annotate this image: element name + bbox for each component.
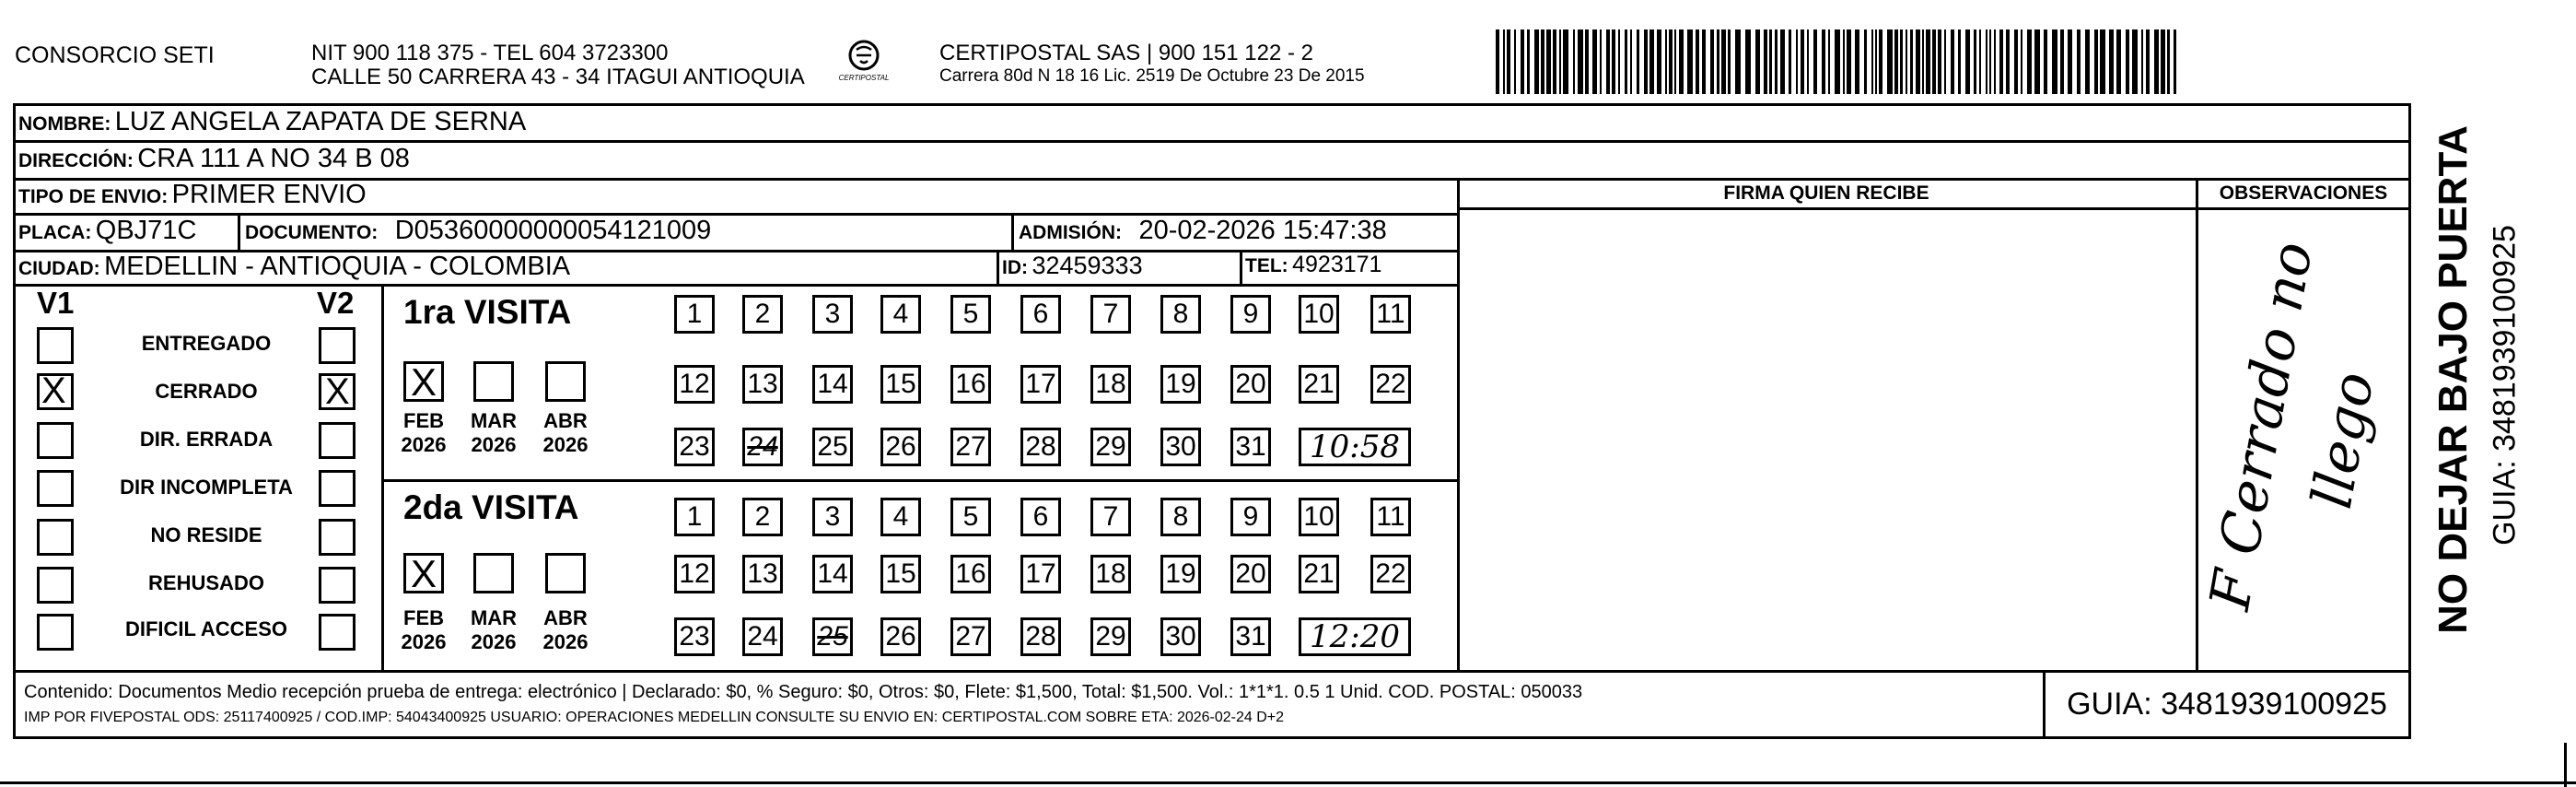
barcode-bar (1514, 29, 1516, 94)
barcode-bar (1573, 29, 1575, 94)
barcode-bar (1780, 29, 1785, 94)
barcode-bar (2161, 29, 2165, 94)
day-box[interactable]: 1 (674, 295, 715, 334)
barcode-bar (1507, 29, 1510, 94)
barcode-bar (1887, 29, 1893, 94)
barcode-bar (1674, 29, 1676, 94)
placa-label: PLACA: (18, 222, 92, 243)
nombre-value: LUZ ANGELA ZAPATA DE SERNA (114, 107, 527, 136)
v2-checkbox[interactable] (319, 470, 356, 507)
barcode-bar (1534, 29, 1539, 94)
barcode-bar (1813, 29, 1817, 94)
address-line: CALLE 50 CARRERA 43 - 34 ITAGUI ANTIOQUIA (311, 65, 805, 89)
barcode-bar (1916, 29, 1920, 94)
v2-label: V2 (317, 286, 355, 320)
footer-guia: GUIA: 3481939100925 (2067, 687, 2387, 722)
barcode-bar (1989, 29, 1991, 94)
day-box[interactable]: 2 (742, 295, 783, 334)
barcode-bar (2021, 29, 2022, 94)
footer-line-1: Contenido: Documentos Medio recepción prueba de entrega: electrónico | Declarado: $0, % Seguro: $0, Otros: $0, Flete: $1,500, Total: $1,500. Vol.: 1*1*1. 0.5 1 Unid. COD. POSTAL: 050033 (24, 682, 1583, 702)
barcode-bar (1910, 29, 1913, 94)
side-warning: NO DEJAR BAJO PUERTA (2430, 125, 2476, 634)
month-label: ABR (543, 606, 588, 629)
barcode-bar (1578, 29, 1583, 94)
documento-label: DOCUMENTO: (245, 222, 379, 243)
barcode-bar (2034, 29, 2040, 94)
barcode-bar (2027, 29, 2032, 94)
barcode-bar (1546, 29, 1551, 94)
nombre-label: NOMBRE: (18, 113, 111, 135)
barcode-bar (2132, 29, 2138, 94)
first-visit-title: 1ra VISITA (403, 293, 572, 331)
year-label: 2026 (471, 433, 517, 456)
year-label: 2026 (542, 433, 589, 456)
day-box[interactable]: 24 (742, 428, 783, 466)
day-box[interactable]: 18 (1090, 555, 1131, 593)
day-box[interactable]: 22 (1370, 555, 1411, 593)
barcode-bar (1657, 29, 1661, 94)
status-label: REHUSADO (148, 571, 264, 594)
day-box[interactable]: 21 (1299, 365, 1339, 404)
barcode-bar (1894, 29, 1898, 94)
day-box[interactable]: 7 (1090, 498, 1131, 536)
day-box[interactable]: 10 (1299, 498, 1339, 536)
barcode-bar (1922, 29, 1924, 94)
barcode-bar (1600, 29, 1602, 94)
tel-label: TEL: (1245, 255, 1288, 276)
day-box[interactable]: 21 (1299, 555, 1339, 593)
time-box: 12:20 (1299, 617, 1411, 656)
placa-value: QBJ71C (95, 216, 197, 245)
month-checkbox[interactable] (545, 361, 586, 402)
barcode-bar (2167, 29, 2170, 94)
day-box[interactable]: 28 (1020, 617, 1061, 656)
barcode-bar (2109, 29, 2114, 94)
barcode-bar (1618, 29, 1620, 94)
month-checkbox[interactable] (473, 553, 514, 593)
barcode-bar (1822, 29, 1825, 94)
month-checkmark: X (411, 360, 437, 404)
barcode-bar (1606, 29, 1610, 94)
barcode-bar (1769, 29, 1772, 94)
v2-checkbox[interactable] (319, 373, 356, 410)
day-box[interactable]: 29 (1090, 428, 1131, 466)
year-label: 2026 (401, 433, 447, 456)
day-box[interactable]: 26 (880, 428, 921, 466)
day-box[interactable]: 3 (812, 295, 853, 334)
documento-value: D05360000000054121009 (394, 216, 712, 245)
direccion-label: DIRECCIÓN: (18, 150, 134, 171)
v2-checkbox[interactable] (319, 614, 356, 651)
id-label: ID: (1002, 257, 1028, 278)
ciudad-label: CIUDAD: (18, 258, 100, 279)
day-box[interactable]: 30 (1160, 428, 1201, 466)
day-box[interactable]: 6 (1020, 498, 1061, 536)
nombre-row (18, 107, 526, 137)
barcode-bar (2077, 29, 2081, 94)
barcode-bar (1900, 29, 1903, 94)
day-box[interactable]: 17 (1020, 365, 1061, 404)
barcode-bar (1807, 29, 1809, 94)
status-label: DIR INCOMPLETA (120, 476, 293, 499)
barcode-bar (2014, 29, 2018, 94)
status-label: CERRADO (155, 380, 258, 403)
barcode-bar (1702, 29, 1706, 94)
tipo-value: PRIMER ENVIO (171, 180, 367, 209)
barcode-bar (1938, 29, 1941, 94)
barcode-bar (1796, 29, 1798, 94)
barcode-bar (1994, 29, 1996, 94)
barcode-bar (1926, 29, 1930, 94)
id-cell (1002, 252, 1143, 280)
barcode-bar (1828, 29, 1830, 94)
ciudad-cell (18, 252, 570, 282)
barcode-bar (2100, 29, 2105, 94)
day-box[interactable]: 5 (950, 295, 991, 334)
barcode-bar (1553, 29, 1556, 94)
tipo-label: TIPO DE ENVIO: (18, 186, 169, 207)
barcode-bar (2126, 29, 2129, 94)
month-label: ABR (543, 409, 588, 432)
barcode-bar (1710, 29, 1714, 94)
barcode-bar (1625, 29, 1627, 94)
logo-text: CERTIPOSTAL (838, 74, 890, 82)
month-checkbox[interactable] (473, 361, 514, 402)
day-box[interactable]: 28 (1020, 428, 1061, 466)
barcode-bar (1669, 29, 1673, 94)
day-box[interactable]: 20 (1230, 555, 1271, 593)
tel-cell (1245, 252, 1381, 278)
day-box[interactable]: 14 (812, 365, 853, 404)
admision-label: ADMISIÓN: (1019, 222, 1122, 243)
barcode-bar (1965, 29, 1970, 94)
v1-checkbox[interactable] (37, 519, 74, 556)
barcode-bar (1521, 29, 1524, 94)
barcode-bar (1864, 29, 1867, 94)
direccion-value: CRA 111 A NO 34 B 08 (137, 144, 410, 173)
day-box[interactable]: 20 (1230, 365, 1271, 404)
admision-value: 20-02-2026 15:47:38 (1138, 216, 1387, 245)
status-label: ENTREGADO (141, 332, 272, 355)
company-name: CONSORCIO SETI (15, 42, 215, 68)
day-box[interactable]: 6 (1020, 295, 1061, 334)
documento-cell (245, 216, 711, 246)
barcode-bar (2052, 29, 2057, 94)
day-box[interactable]: 12 (674, 555, 715, 593)
nit-line: NIT 900 118 375 - TEL 604 3723300 (311, 41, 669, 65)
day-box[interactable]: 16 (950, 365, 991, 404)
day-box[interactable]: 8 (1160, 295, 1201, 334)
barcode-bar (1789, 29, 1791, 94)
barcode-bar (2044, 29, 2047, 94)
admision-cell (1019, 216, 1387, 246)
month-checkbox[interactable] (403, 553, 444, 593)
day-box[interactable]: 26 (880, 617, 921, 656)
carrier-line: CERTIPOSTAL SAS | 900 151 122 - 2 (939, 41, 1313, 65)
barcode-bar (1585, 29, 1589, 94)
day-box[interactable]: 29 (1090, 617, 1131, 656)
barcode-bar (2141, 29, 2143, 94)
day-box[interactable]: 15 (880, 365, 921, 404)
barcode-bar (1932, 29, 1936, 94)
barcode-bar (1679, 29, 1684, 94)
v1-checkbox[interactable] (37, 327, 74, 364)
day-box[interactable]: 4 (880, 295, 921, 334)
firma-header: FIRMA QUIEN RECIBE (1723, 182, 1929, 204)
v2-checkmark: X (325, 371, 350, 412)
day-box[interactable]: 1 (674, 498, 715, 536)
v2-checkbox[interactable] (319, 519, 356, 556)
day-box[interactable]: 31 (1230, 428, 1271, 466)
barcode-bar (1843, 29, 1845, 94)
v1-checkbox[interactable] (37, 370, 74, 411)
v2-checkbox[interactable] (319, 567, 356, 604)
day-box[interactable]: 18 (1090, 365, 1131, 404)
license-line: Carrera 80d N 18 16 Lic. 2519 De Octubre 23 De 2015 (939, 66, 1365, 86)
month-label: FEB (403, 606, 444, 629)
day-box[interactable]: 4 (880, 498, 921, 536)
v1-checkbox[interactable] (37, 470, 74, 507)
second-visit-title: 2da VISITA (403, 488, 579, 526)
v1-checkbox[interactable] (37, 422, 74, 459)
month-checkbox[interactable] (545, 553, 586, 593)
day-box[interactable]: 7 (1090, 295, 1131, 334)
observation-note-text: F Cerrado no llego (2197, 237, 2387, 616)
placa-cell (18, 216, 196, 246)
month-checkbox[interactable] (403, 361, 444, 402)
v1-checkbox[interactable] (37, 614, 74, 651)
barcode-bar (2085, 29, 2090, 94)
barcode-bar (1879, 29, 1882, 94)
barcode-bar (2094, 29, 2098, 94)
day-box[interactable]: 9 (1230, 295, 1271, 334)
barcode-bar (1696, 29, 1699, 94)
barcode-bar (1735, 29, 1741, 94)
v1-checkmark: X (41, 370, 66, 411)
barcode (1496, 29, 2179, 96)
barcode-bar (1721, 29, 1726, 94)
certipostal-logo-icon (834, 37, 893, 92)
day-box[interactable]: 15 (880, 555, 921, 593)
barcode-bar (1951, 29, 1954, 94)
barcode-bar (1559, 29, 1561, 94)
barcode-bar (1755, 29, 1760, 94)
status-label: NO RESIDE (150, 523, 262, 546)
day-box[interactable]: 13 (742, 555, 783, 593)
month-checkmark: X (411, 552, 437, 595)
barcode-bar (1612, 29, 1615, 94)
v1-checkbox[interactable] (37, 567, 74, 604)
side-guia: GUIA: 3481939100925 (2487, 225, 2523, 546)
day-box[interactable]: 2 (742, 498, 783, 536)
day-box[interactable]: 19 (1160, 365, 1201, 404)
day-box[interactable]: 10 (1299, 295, 1339, 334)
v2-checkbox[interactable] (319, 422, 356, 459)
v1-label: V1 (37, 286, 75, 320)
barcode-bar (1999, 29, 2003, 94)
day-box[interactable]: 17 (1020, 555, 1061, 593)
day-box[interactable]: 31 (1230, 617, 1271, 656)
id-value: 32459333 (1032, 252, 1143, 279)
barcode-bar (1541, 29, 1544, 94)
ciudad-value: MEDELLIN - ANTIOQUIA - COLOMBIA (104, 252, 571, 281)
day-box[interactable]: 25 (812, 617, 853, 656)
barcode-bar (2068, 29, 2072, 94)
barcode-bar (1986, 29, 1987, 94)
status-label: DIR. ERRADA (139, 428, 274, 451)
tipo-row (18, 180, 367, 210)
barcode-bar (1717, 29, 1719, 94)
barcode-bar (1847, 29, 1851, 94)
barcode-bar (1527, 29, 1530, 94)
day-box[interactable]: 11 (1370, 295, 1411, 334)
day-box[interactable]: 5 (950, 498, 991, 536)
year-label: 2026 (401, 630, 447, 653)
barcode-bar (1563, 29, 1568, 94)
barcode-bar (1979, 29, 1981, 94)
day-box[interactable]: 13 (742, 365, 783, 404)
barcode-bar (1665, 29, 1667, 94)
barcode-bar (1958, 29, 1961, 94)
barcode-bar (1592, 29, 1597, 94)
barcode-bar (1637, 29, 1639, 94)
day-box[interactable]: 22 (1370, 365, 1411, 404)
barcode-bar (2146, 29, 2150, 94)
year-label: 2026 (542, 630, 589, 653)
barcode-bar (1503, 29, 1505, 94)
day-box[interactable]: 27 (950, 617, 991, 656)
barcode-bar (1906, 29, 1907, 94)
barcode-bar (1974, 29, 1976, 94)
footer-line-2: IMP POR FIVEPOSTAL ODS: 25117400925 / COD.IMP: 54043400925 USUARIO: OPERACIONES MEDELLIN CONSULTE SU ENVIO EN: CERTIPOSTAL.COM SOBRE ETA: 2026-02-24 D+2 (24, 710, 1285, 725)
barcode-bar (1764, 29, 1767, 94)
day-box[interactable]: 8 (1160, 498, 1201, 536)
barcode-bar (2116, 29, 2121, 94)
barcode-bar (1644, 29, 1648, 94)
year-label: 2026 (471, 630, 517, 653)
day-box[interactable]: 14 (812, 555, 853, 593)
barcode-bar (1687, 29, 1693, 94)
barcode-bar (1630, 29, 1632, 94)
barcode-bar (1728, 29, 1731, 94)
barcode-bar (2174, 29, 2176, 94)
day-box[interactable]: 12 (674, 365, 715, 404)
direccion-row (18, 144, 410, 174)
barcode-bar (1649, 29, 1654, 94)
day-box[interactable]: 23 (674, 428, 715, 466)
barcode-bar (1775, 29, 1778, 94)
day-box[interactable]: 19 (1160, 555, 1201, 593)
observation-note (2196, 212, 2411, 670)
barcode-bar (1855, 29, 1859, 94)
day-box[interactable]: 27 (950, 428, 991, 466)
barcode-bar (1745, 29, 1751, 94)
tel-value: 4923171 (1292, 252, 1382, 277)
day-box[interactable]: 24 (742, 617, 783, 656)
month-label: FEB (403, 409, 444, 432)
v2-checkbox[interactable] (319, 327, 356, 364)
status-label: DIFICIL ACCESO (124, 617, 287, 640)
barcode-bar (2154, 29, 2159, 94)
day-box[interactable]: 9 (1230, 498, 1271, 536)
signature-area (1461, 210, 2194, 668)
barcode-bar (2060, 29, 2064, 94)
day-box[interactable]: 25 (812, 428, 853, 466)
barcode-bar (1944, 29, 1946, 94)
day-box[interactable]: 3 (812, 498, 853, 536)
time-box: 10:58 (1299, 428, 1411, 466)
barcode-bar (1801, 29, 1804, 94)
day-box[interactable]: 30 (1160, 617, 1201, 656)
month-label: MAR (470, 606, 518, 629)
day-box[interactable]: 11 (1370, 498, 1411, 536)
barcode-bar (1835, 29, 1840, 94)
month-label: MAR (470, 409, 518, 432)
barcode-bar (1496, 29, 1499, 94)
day-box[interactable]: 16 (950, 555, 991, 593)
barcode-bar (1875, 29, 1877, 94)
barcode-bar (1871, 29, 1873, 94)
barcode-bar (2006, 29, 2010, 94)
observaciones-header: OBSERVACIONES (2219, 182, 2388, 204)
day-box[interactable]: 23 (674, 617, 715, 656)
